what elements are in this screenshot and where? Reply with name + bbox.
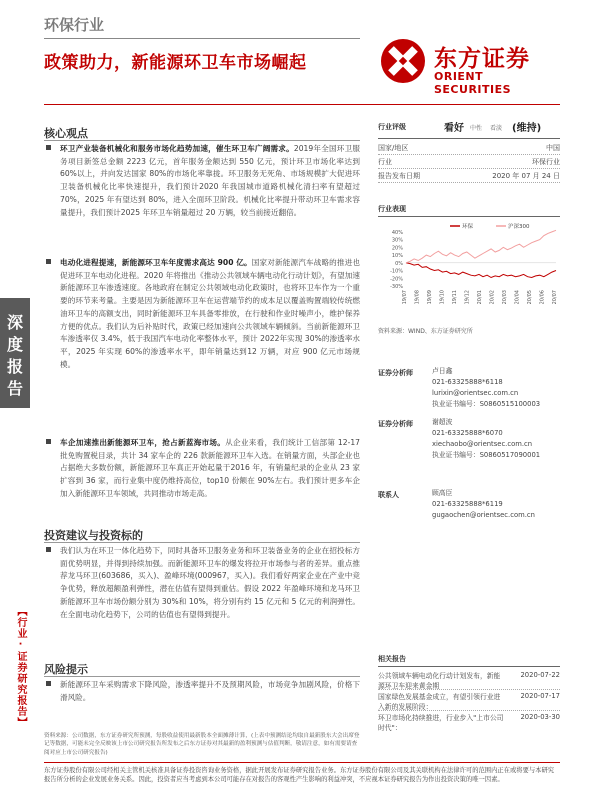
dotted-divider: [378, 182, 560, 183]
brand-logo: [380, 34, 560, 94]
x-tick-label: 19/08: [414, 290, 421, 305]
info-label: 报告发布日期: [378, 172, 420, 180]
bullet-icon: [46, 145, 51, 150]
x-tick-label: 19/11: [452, 290, 458, 305]
info-label: 行业: [378, 158, 392, 166]
related-item-date: 2020-03-30: [520, 713, 560, 721]
y-tick-label: 40%: [391, 229, 403, 236]
risk-section-title: 风险提示: [44, 663, 88, 676]
related-item[interactable]: [378, 669, 560, 689]
rating-info-table: [378, 141, 560, 183]
core-section-title: 核心观点: [44, 127, 88, 140]
rating-row: [378, 118, 560, 136]
related-title: 相关报告: [378, 655, 406, 663]
info-label: 国家/地区: [378, 144, 409, 152]
contact-name: 顾高臣: [432, 489, 453, 497]
x-tick-label: 19/10: [439, 290, 446, 305]
y-tick-label: 30%: [391, 237, 403, 244]
industry-performance-chart: [378, 220, 560, 320]
data-footnote: 资料来源：公司数据，东方证券研究所预测，每股收益使用最新股本全面摊薄计算，(上表中预测结论均取自最新股东大会出席登记等数据，可能未完全反映该上市公司研究报告所发布之后东方证券对其最新的盈利预测与估值判断，敬请注意，如有需要请查阅对应上市公司研究报告): [44, 733, 360, 756]
rating-maintain: (维持): [512, 123, 542, 134]
y-tick-label: 10%: [391, 253, 403, 260]
rating-value: 看好: [444, 123, 464, 134]
core-p3-lead: 车企加速推出新能源环卫车，抢占新蓝海市场。: [60, 438, 226, 447]
info-value: 中国: [546, 144, 560, 152]
invest-text: 我们认为在环卫一体化趋势下，同时具备环卫服务业务和环卫装备业务的企业在招投标方面优势明显，并得到持续加强。而新能源环卫车的爆发将拉开市场参与者的差异。重点推荐龙马环卫(603686，买入)、盈峰环境(000967，买入)。我们看好两家企业在产业中竞争优势，释放超额盈利弹性，潜在估值有望得到重估。假设 2022 年盈峰环境和龙马环卫新能源环卫车市场份额分别为 30%和 10%，将分别有约 15 亿元和 5 亿元的利润弹性。在全面电动化趋势下，公司的估值也有望得到提升。: [60, 546, 360, 619]
x-tick-label: 20/05: [527, 290, 533, 305]
related-item[interactable]: [378, 711, 560, 731]
series-tag: 【行业·证券研究报告】: [15, 606, 26, 728]
legend-label-0: 环保: [462, 224, 474, 230]
analyst-role: 证券分析师: [378, 420, 413, 428]
x-tick-label: 19/07: [402, 290, 408, 305]
related-item-title[interactable]: 公共领域车辆电动化行动计划发布，新能源环卫车迎来黄金期: [378, 672, 501, 690]
bullet-icon: [46, 681, 51, 686]
core-p2-text: 国家对新能源汽车战略的推进也促进环卫车电动化进程。2020 年将推出《推动公共领域车辆电动化行动计划》，有望加速新能源环卫车渗透速度。各地政府在制定公共领域电动化政策时，也将环卫车作为一个重要的环节来考量。主要是因为新能源环卫车在运营端节约的成本足以覆盖购置端较传统燃油环卫车的高额支出，同时新能源环卫车具备零排放，在行驶和作业时噪声小，维护保养方便的优点。我们认为后补贴时代，政策已经加速向公共领域车辆倾斜。当前新能源环卫车渗透率仅 3.4%，低于我国汽车电动化率整体水平，预计 2022年实现 30%的渗透率水平，2025 年实现 60%的渗透率水平，即年销量达到12 万辆，对应 900 亿元市场规模。: [60, 258, 361, 369]
chart-source: 资料来源：WIND、东方证券研究所: [378, 328, 473, 335]
info-row-country: [378, 141, 560, 154]
report-title: 政策助力，新能源环卫车市场崛起: [44, 53, 307, 73]
analyst-license: 执业证书编号：S0860515100003: [432, 400, 541, 408]
related-item-date: 2020-07-22: [520, 671, 560, 679]
y-tick-label: 20%: [391, 245, 403, 252]
chart-svg: [378, 220, 560, 320]
info-row-date: [378, 169, 560, 182]
rating-option-bearish: 看淡: [490, 125, 503, 132]
bullet-icon: [46, 439, 51, 444]
analyst-name: 卢日鑫: [432, 367, 453, 375]
header-rule: [44, 38, 360, 39]
invest-section-title: 投资建议与投资标的: [44, 529, 143, 542]
info-value: 环保行业: [532, 158, 560, 166]
y-tick-label: -30%: [390, 284, 403, 290]
x-tick-label: 20/02: [489, 290, 496, 305]
analyst-role: 证券分析师: [378, 369, 413, 377]
footer-rule: [44, 762, 560, 763]
related-item[interactable]: [378, 690, 560, 710]
core-section-rule: [44, 140, 360, 141]
related-list: [378, 669, 560, 731]
series-line-0: [406, 263, 556, 278]
core-paragraph-1: [60, 143, 360, 219]
analyst-phone: 021-63325888*6118: [432, 378, 503, 386]
contact-role: 联系人: [378, 491, 399, 499]
y-tick-label: -10%: [390, 268, 403, 275]
invest-section-rule: [44, 542, 360, 543]
risk-paragraph: [60, 679, 360, 704]
related-rule: [378, 666, 560, 667]
series-line-1: [406, 230, 556, 262]
logo-mark-icon: [380, 38, 426, 84]
rating-option-neutral: 中性: [470, 125, 483, 132]
risk-text: 新能源环卫车采购需求下降风险，渗透率提升不及预期风险，市场竞争加剧风险，价格下滑风险。: [60, 680, 360, 702]
related-item-title[interactable]: 国家绿色发展基金成立，有望引领行业进入新的发展阶段：: [378, 693, 501, 711]
logo-en-text: ORIENT SECURITIES: [434, 70, 512, 96]
info-row-industry: [378, 155, 560, 168]
analyst-name: 谢超波: [432, 418, 453, 426]
core-p3-text: 从企业来看，我们统计工信部第 12-17 批免购置税目录，共计 34 家车企的 226 款新能源环卫车入选。在销量方面，头部企业也占据绝大多数份额，新能源环卫车真正开始起量于2016 年，有销量纪录的企业从 23 家扩容到 36 家，而行业集中度仍维持高位，top10 份额在 90%左右。我们预计更多车企加入新能源环卫车领域，共同推动市场走高。: [60, 438, 361, 498]
analyst-phone: 021-63325888*6070: [432, 429, 503, 437]
bullet-icon: [46, 547, 51, 552]
core-paragraph-3: [60, 437, 360, 501]
core-p2-lead: 电动化进程提速，新能源环卫车年度需求高达 900 亿。: [60, 258, 252, 267]
x-tick-label: 20/04: [514, 290, 521, 305]
chart-rule: [378, 216, 560, 217]
x-tick-label: 20/06: [539, 290, 546, 305]
analyst-license: 执业证书编号：S0860517090001: [432, 451, 541, 459]
industry-label: 环保行业: [44, 16, 105, 34]
core-paragraph-2: [60, 257, 360, 371]
x-tick-label: 20/01: [477, 290, 483, 305]
bullet-icon: [46, 259, 51, 264]
x-tick-label: 20/03: [502, 290, 508, 305]
analyst-email[interactable]: xiechaobo@orientsec.com.cn: [432, 440, 533, 448]
chart-title: 行业表现: [378, 205, 406, 213]
x-tick-label: 20/07: [552, 290, 558, 305]
risk-section-rule: [44, 676, 360, 677]
report-type-tag: 深度报告: [0, 298, 30, 408]
legend-label-1: 沪深300: [508, 224, 530, 230]
x-tick-label: 19/09: [427, 290, 433, 305]
y-tick-label: -20%: [390, 276, 403, 283]
analyst-email[interactable]: lurixin@orientsec.com.cn: [432, 389, 519, 397]
rating-rule: [378, 138, 560, 139]
rating-label: 行业评级: [378, 123, 406, 131]
x-tick-label: 19/12: [464, 290, 471, 305]
invest-paragraph: [60, 545, 360, 621]
contact-email[interactable]: gugaochen@orientsec.com.cn: [432, 511, 535, 519]
disclaimer: 东方证券股份有限公司经相关主管机关核准具备证券投资咨询业务资格，据此开展发布证券研究报告业务。东方证券股份有限公司及其关联机构在法律许可的范围内正在或将要与本研究报告所分析的企业发展业务关系。因此，投资者应当考虑到本公司可能存在对报告的客观性产生影响的利益冲突，不应视本证券研究报告为作出投资决策的唯一因素。: [44, 767, 555, 783]
related-item-date: 2020-07-17: [520, 692, 560, 700]
contact-phone: 021-63325888*6119: [432, 500, 503, 508]
header-red-rule: [44, 104, 560, 105]
y-tick-label: 0%: [395, 260, 403, 267]
core-p1-lead: 环卫产业装备机械化和服务市场化趋势加速，催生环卫车广阔需求。: [60, 144, 294, 153]
core-p1-text: 2019年全国环卫服务项目新签总金额 2223 亿元，首年服务金额达到 550 亿元，预计环卫市场化率达到 60%以上，并向发达国家 80%的市场化率靠拢。环卫服务无死角、市场规模扩大促进环卫装备机械化比率快速提升，我们预计2020 年我国城市道路机械化清扫率有望超过 70%，2025 年有望达到 80%，进入全面环卫阶段。机械化比率提升带动环卫车需求容量提升，我们预计2025 年环卫车销量超过 20 万辆，较当前接近翻倍。: [60, 144, 360, 217]
related-item-title[interactable]: 环卫市场化持续推进，行业步入"上市公司时代"：: [378, 714, 504, 732]
info-value: 2020 年 07 月 24 日: [492, 172, 560, 180]
logo-cn-text: 东方证券: [434, 46, 530, 72]
